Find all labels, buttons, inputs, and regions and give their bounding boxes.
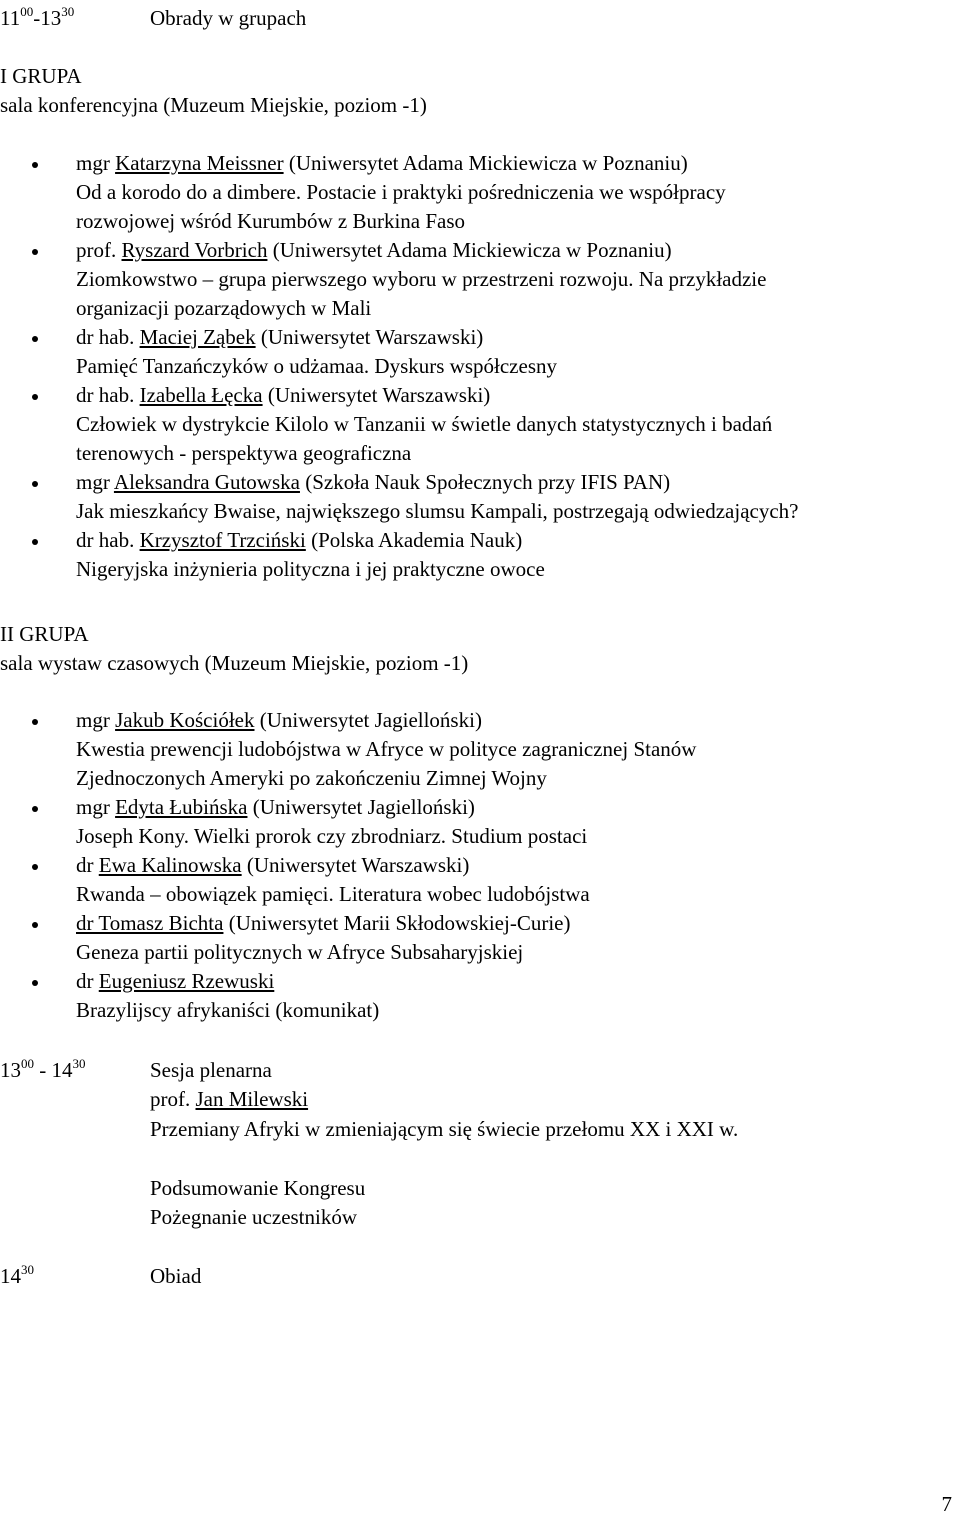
session1-title: Obrady w grupach	[150, 6, 307, 30]
plenary-talk-title: Przemiany Afryki w zmieniającym się świecie przełomu XX i XXI w.	[150, 1117, 739, 1141]
speaker-name: Jan Milewski	[195, 1087, 309, 1111]
speaker-name: Izabella Łęcka	[139, 383, 263, 407]
closing-farewell: Pożegnanie uczestników	[150, 1205, 358, 1229]
list-item: prof. Ryszard Vorbrich (Uniwersytet Adama Mickiewicza w Poznaniu) Ziomkowstwo – grupa pierwszego wyboru w przestrzeni rozwoju. Na przykładzie organizacji pozarządowych w Mali	[0, 236, 960, 323]
group1-heading: I GRUPA	[0, 64, 82, 88]
list-item: dr Tomasz Bichta (Uniwersytet Marii Skłodowskiej-Curie) Geneza partii politycznych w Afryce Subsaharyjskiej	[0, 909, 960, 967]
session2-time: $13^{00} - 14^{30}$	[0, 1056, 86, 1082]
list-item: dr Eugeniusz Rzewuski Brazylijscy afrykaniści (komunikat)	[0, 967, 960, 1025]
list-item: dr hab. Krzysztof Trzciński (Polska Akademia Nauk) Nigeryjska inżynieria polityczna i jej praktyczne owoce	[0, 526, 960, 584]
list-item: dr hab. Maciej Ząbek (Uniwersytet Warszawski) Pamięć Tanzańczyków o udżamaa. Dyskurs współczesny	[0, 323, 960, 381]
plenary-speaker: prof. Jan Milewski	[150, 1087, 309, 1111]
speaker-name: Eugeniusz Rzewuski	[98, 969, 275, 993]
session1-time: $11^{00}-13^{30}$	[0, 4, 75, 30]
speaker-name: Aleksandra Gutowska	[113, 470, 300, 494]
speaker-name: dr Tomasz Bichta	[76, 911, 224, 935]
speaker-name: Katarzyna Meissner	[115, 151, 284, 175]
session3-title: Obiad	[150, 1264, 202, 1288]
speaker-name: Maciej Ząbek	[139, 325, 256, 349]
list-item: dr Ewa Kalinowska (Uniwersytet Warszawski) Rwanda – obowiązek pamięci. Literatura wobec ludobójstwa	[0, 851, 960, 909]
list-item: dr hab. Izabella Łęcka (Uniwersytet Warszawski) Człowiek w dystrykcie Kilolo w Tanzanii w świetle danych statystycznych i badań terenowych - perspektywa geograficzna	[0, 381, 960, 468]
page-number: 7	[941, 1492, 952, 1516]
bullet-icon	[32, 864, 38, 870]
bullet-icon	[32, 539, 38, 545]
session3-time: $14^{30}$	[0, 1262, 34, 1288]
bullet-icon	[32, 336, 38, 342]
bullet-icon	[32, 394, 38, 400]
list-item: mgr Edyta Łubińska (Uniwersytet Jagielloński) Joseph Kony. Wielki prorok czy zbrodniarz. Studium postaci	[0, 793, 960, 851]
speaker-name: Jakub Kościółek	[115, 708, 255, 732]
bullet-icon	[32, 481, 38, 487]
list-item: mgr Aleksandra Gutowska (Szkoła Nauk Społecznych przy IFIS PAN) Jak mieszkańcy Bwaise, największego slumsu Kampali, postrzegają odwiedzających?	[0, 468, 960, 526]
bullet-icon	[32, 806, 38, 812]
speaker-name: Edyta Łubińska	[115, 795, 248, 819]
list-item: mgr Katarzyna Meissner (Uniwersytet Adama Mickiewicza w Poznaniu) Od a korodo do a dimbere. Postacie i praktyki pośredniczenia we współpracy rozwojowej wśród Kurumbów z Burkina Faso	[0, 149, 960, 236]
bullet-icon	[32, 980, 38, 986]
speaker-name: Ewa Kalinowska	[98, 853, 242, 877]
bullet-icon	[32, 162, 38, 168]
group2-heading: II GRUPA	[0, 622, 89, 646]
group1-room: sala konferencyjna (Muzeum Miejskie, poziom -1)	[0, 93, 427, 117]
list-item: mgr Jakub Kościółek (Uniwersytet Jagielloński) Kwestia prewencji ludobójstwa w Afryce w polityce zagranicznej Stanów Zjednoczonych Ameryki po zakończeniu Zimnej Wojny	[0, 706, 960, 793]
bullet-icon	[32, 249, 38, 255]
speaker-name: Krzysztof Trzciński	[139, 528, 306, 552]
closing-summary: Podsumowanie Kongresu	[150, 1176, 366, 1200]
group2-list	[0, 706, 960, 1025]
group2-room: sala wystaw czasowych (Muzeum Miejskie, poziom -1)	[0, 651, 469, 675]
bullet-icon	[32, 922, 38, 928]
session2-title: Sesja plenarna	[150, 1058, 272, 1082]
group1-list	[0, 149, 960, 584]
bullet-icon	[32, 719, 38, 725]
speaker-name: Ryszard Vorbrich	[121, 238, 268, 262]
